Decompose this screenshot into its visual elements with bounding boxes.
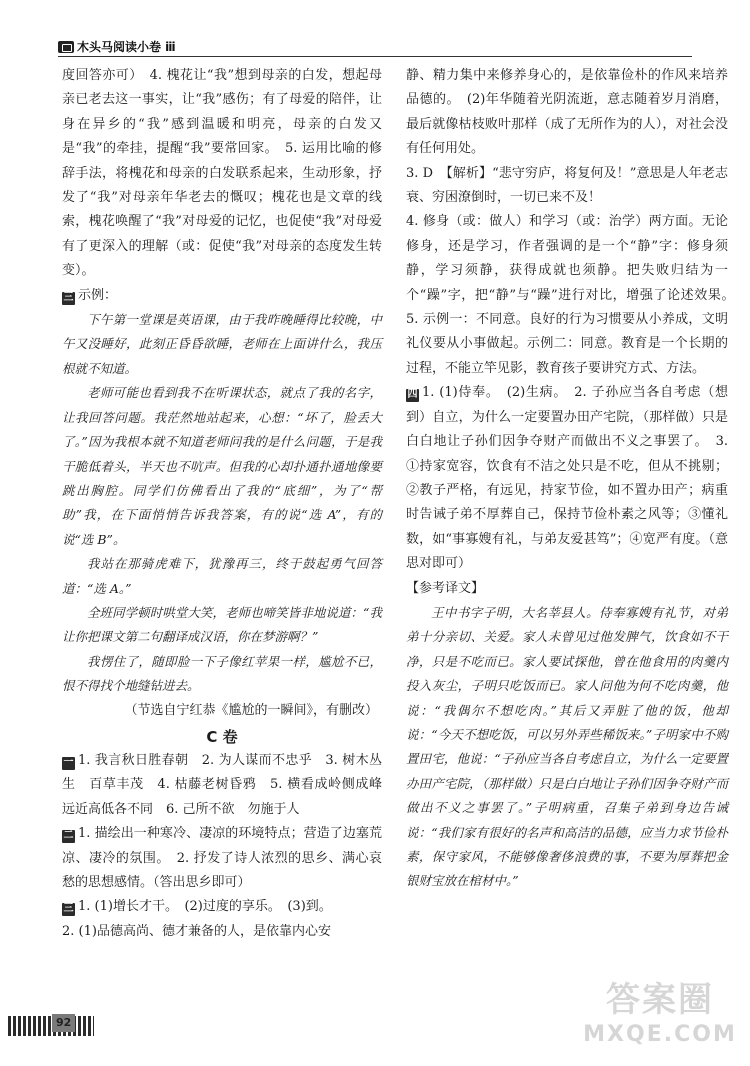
c-section-3-continued: 2. (1)品德高尚、德才兼备的人，是依靠内心安: [62, 923, 331, 939]
site-watermark: [580, 978, 740, 1058]
section-badge: 四: [407, 389, 418, 401]
watermark-line-1: 答案圈: [606, 980, 714, 1020]
page-number: 92: [52, 1014, 75, 1032]
section-badge: 三: [63, 903, 74, 915]
c-section-3-text-a: 1. (1)增长才干。 (2)过度的享乐。 (3)到。: [78, 899, 332, 915]
essay-paragraph: 下午第一堂课是英语课，由于我昨晚睡得比较晚，中午又没睡好，此刻正昏昏欲睡，老师在上面讲什么，我压根就不知道。: [62, 312, 382, 376]
header-rule: [58, 56, 692, 57]
essay-source: （节选自宁红恭《尴尬的一瞬间》，有删改）: [124, 702, 378, 718]
left-column: [62, 64, 396, 944]
watermark-line-2: MXQE.COM: [583, 1022, 737, 1047]
reference-translation-label: 【参考译文】: [406, 580, 485, 596]
footer-decoration: [8, 1030, 94, 1036]
c-section-2-text: 1. 描绘出一种寒冷、凄凉的环境特点；营造了边塞荒凉、凄冷的氛围。 2. 抒发了诗人浓烈的思乡、满心哀愁的思想感情。（答出思乡即可）: [62, 826, 382, 890]
section-4-text: 1. (1)侍奉。 (2)生病。 2. 子孙应当各自考虑（想到）自立，为什么一定要置办田产宅院，（那样做）只是白白地让子孙们因争夺财产而做出不义之事罢了。 3. ①持家宽容，饮食有不洁之处只是不吃，但从不挑剔；②教子严格，有远见，持家节俭，如不置办田产；病重时告诫子弟不厚葬自己，保持节俭朴素之风等；③懂礼数，如“事寡嫂有礼，与弟友爱甚笃”；④宽严有度。（意思对即可）: [406, 385, 728, 572]
c-volume-title: C 卷: [206, 727, 238, 746]
intro-paragraph: 度回答亦可） 4. 槐花让“我”想到母亲的白发，想起母亲已老去这一事实，让“我”感伤；有了母爱的陪伴，让身在异乡的“我”感到温暖和明亮，母亲的白发又是“我”的牵挂，提醒“我”要常回家。 5. 运用比喻的修辞手法，将槐花和母亲的白发联系起来，生动形象，抒发了“我”对母亲年华老去的慨叹；槐花也是文章的线索，槐花唤醒了“我”对母爱的记忆，也促使“我”对母爱有了更深入的理解（或：促使“我”对母亲的态度发生转变）。: [62, 68, 382, 279]
c-section-2: [62, 822, 382, 895]
footer-decoration: [8, 1016, 94, 1030]
section-4: [406, 381, 728, 576]
book-header: [58, 38, 176, 55]
book-title: 木头马阅读小卷 ⅲ: [77, 40, 176, 54]
reference-translation: 王中书字子明，大名莘县人。侍奉寡嫂有礼节，对弟弟十分亲切、关爱。家人未曾见过他发脾气，饮食如不干净，只是不吃而已。家人要试探他，曾在他食用的肉羹内投入灰尘，子明只吃饭而已。家人问他为何不吃肉羹，他说：“我偶尔不想吃肉。”其后又弄脏了他的饭，他却说：“今天不想吃饭，可以另外弄些稀饭来。”子明家中不购置田宅，他说：“子孙应当各自考虑自立，为什么一定要置办田产宅院，（那样做）只是白白地让子孙们因争夺财产而做出不义之事罢了。”子明病重，召集子弟到身边告诫说：“我们家有很好的名声和高洁的品德，应当力求节俭朴素，保守家风，不能够像奢侈浪费的事，不要为厚葬把金银财宝放在棺材中。”: [406, 604, 728, 889]
section-badge: 一: [63, 756, 74, 768]
answer-3: 3. D 【解析】“悲守穷庐，将复何及！”意思是人年老志衰、穷困潦倒时，一切已来不及！: [406, 165, 728, 206]
c-section-3: [62, 895, 382, 919]
c-section-1: [62, 749, 396, 822]
essay-paragraph: 全班同学顿时哄堂大笑，老师也啼笑皆非地说道：“我让你把课文第二句翻译成汉语，你在梦游啊？”: [62, 604, 382, 645]
c-section-1-text: 1. 我言秋日胜春朝 2. 为人谋而不忠乎 3. 树木丛生 百草丰茂 4. 枯藤老树昏鸦 5. 横看成岭侧成峰 远近高低各不同 6. 己所不欲 勿施于人: [62, 752, 396, 817]
section-3-label: 示例：: [78, 287, 118, 303]
right-column: [406, 64, 742, 894]
book-logo-icon: [58, 41, 74, 53]
section-badge: 二: [63, 830, 74, 842]
essay-paragraph: 我愣住了，随即脸一下子像红苹果一样，尴尬不已，恨不得找个地缝钻进去。: [62, 653, 382, 694]
essay-paragraph: 老师可能也看到我不在听课状态，就点了我的名字，让我回答问题。我茫然地站起来，心想：“坏了，脸丢大了。”因为我根本就不知道老师问我的是什么问题，于是我干脆低着头，半天也不吭声。但我的心却扑通扑通地像要跳出胸腔。同学们仿佛看出了我的“底细”，为了“帮助”我，在下面悄悄告诉我答案，有的说“选 A”，有的说“选 B”。: [62, 385, 382, 547]
essay-paragraph: 我站在那骑虎难下，犹豫再三，终于鼓起勇气回答道：“选 A。”: [62, 556, 382, 596]
section-3-heading: [62, 284, 382, 308]
answer-4-5: 4. 修身（或：做人）和学习（或：治学）两方面。无论修身，还是学习，作者强调的是一个“静”字：修身须静，学习须静，获得成就也须静。把失败归结为一个“躁”字，把“静”与“躁”进行对比，增强了论述效果。 5. 示例一：不同意。良好的行为习惯要从小养成，文明礼仪要从小事做起。示例二：同意。教育是一个长期的过程，不能立竿见影，教育孩子要讲究方式、方法。: [406, 214, 742, 376]
answer-continuation: 静、精力集中来修养身心的，是依靠俭朴的作风来培养品德的。 (2)年华随着光阴流逝，意志随着岁月消磨，最后就像枯枝败叶那样（成了无所作为的人），对社会没有任何用处。: [406, 68, 728, 157]
section-badge: 三: [63, 291, 74, 303]
